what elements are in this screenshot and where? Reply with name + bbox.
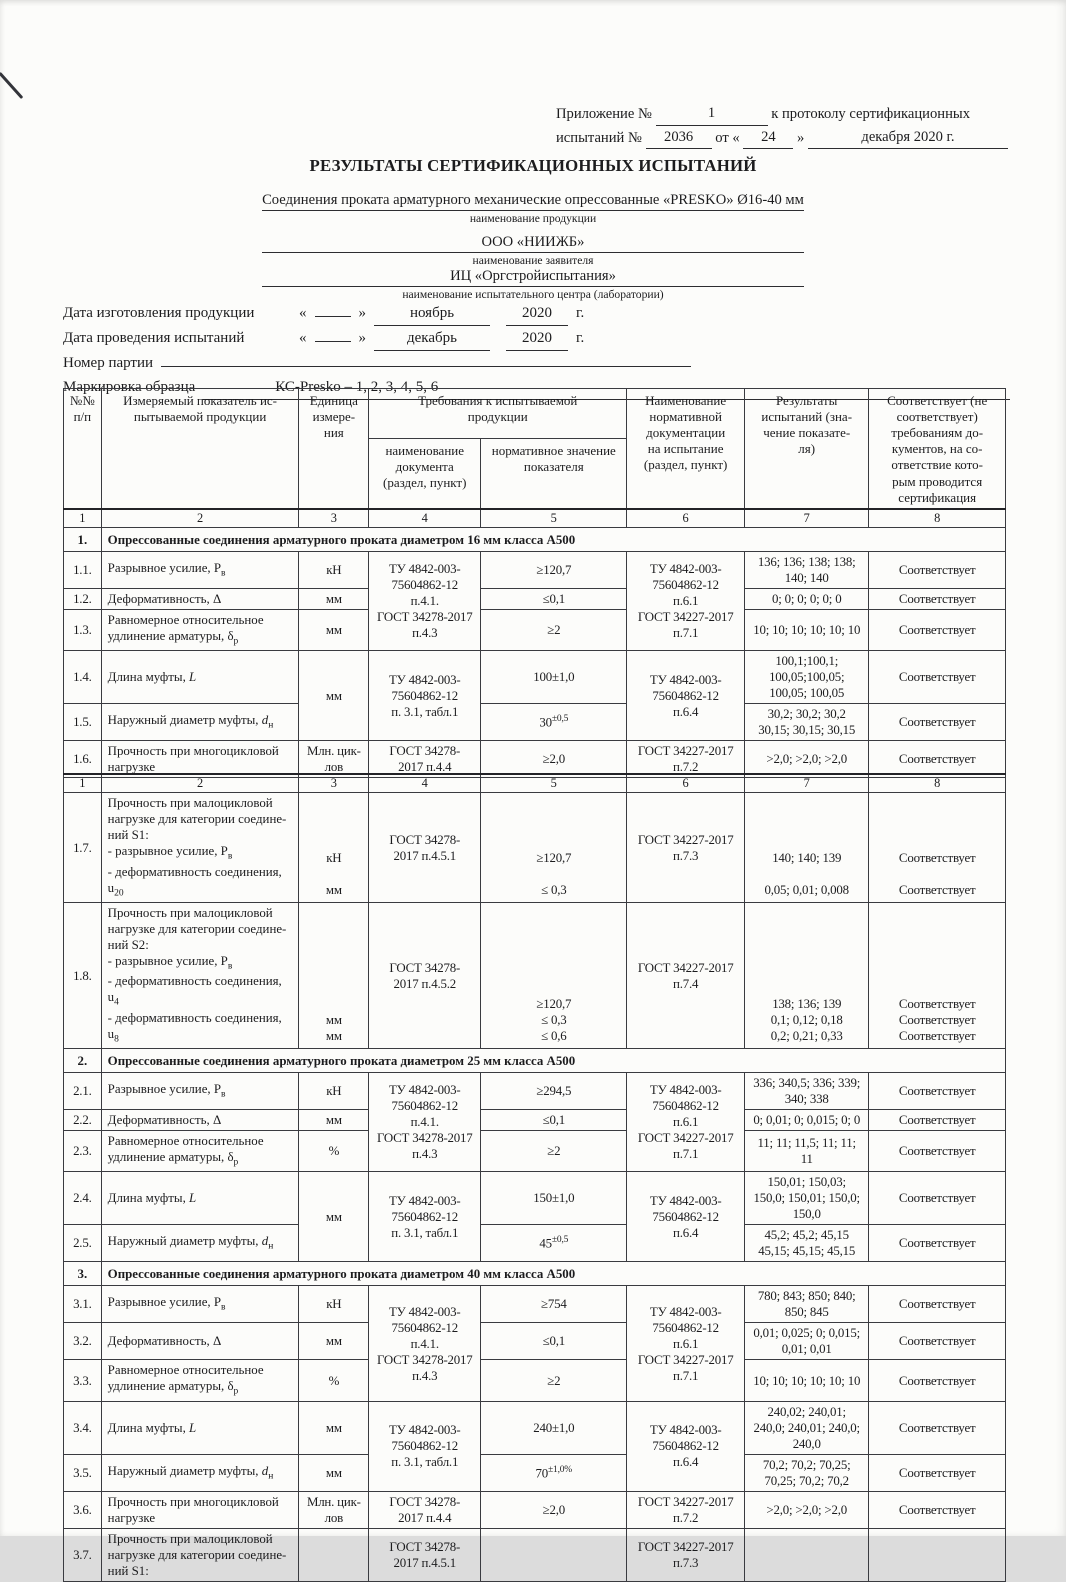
protocol-day: 24 [743,126,793,150]
table-cell: Равномерное относительное удлинение арматуры, $\delta_р$ [101,1131,299,1172]
table-cell: кН [299,1286,369,1323]
table-cell [869,1528,1006,1581]
table-cell: ТУ 4842-003- 75604862-12 п.4.1. ГОСТ 34278-2017 п.4.3 [369,552,481,651]
column-number-cell: 1 [64,509,102,528]
table-cell: мм мм [299,903,369,1049]
table-cell: 1.6. [64,741,102,778]
column-number-cell: 6 [627,774,745,793]
product-block [0,192,1066,225]
lab-name: ИЦ «Оргстройиспытания» [262,268,804,287]
quote-open: « [299,330,307,346]
table-cell: ≥2,0 [481,741,627,778]
section-row [64,1262,1006,1286]
table-cell: Равномерное относительное удлинение арматуры, $\delta_р$ [101,1360,299,1401]
quote-open: « [299,305,307,321]
results-table-page1 [63,388,1006,778]
table-cell: мм [299,1110,369,1131]
table-cell: ≥2 [481,1131,627,1172]
table-cell: 3.3. [64,1360,102,1401]
protocol-ot: от « [715,129,740,146]
table-row [64,1131,1006,1172]
table-cell: Соответствует Соответствует [869,793,1006,903]
table-cell: Соответствует [869,1454,1006,1491]
page-title: РЕЗУЛЬТАТЫ СЕРТИФИКАЦИОННЫХ ИСПЫТАНИЙ [309,156,757,175]
column-number-cell: 2 [101,774,299,793]
table-cell: Млн. цик- лов [299,1491,369,1528]
table-cell: Длина муфты, L [101,651,299,704]
table-cell: 1.1. [64,552,102,589]
table-row [64,1323,1006,1360]
table-header-cell: наименование документа (раздел, пункт) [369,438,481,509]
column-number-cell: 8 [869,509,1006,528]
results-table-page2 [63,773,1006,1582]
table-cell: 10; 10; 10; 10; 10; 10 [745,1360,869,1401]
column-number-cell: 1 [64,774,102,793]
table-cell: Разрывное усилие, $P_в$ [101,1286,299,1323]
table-cell: 240,02; 240,01; 240,0; 240,01; 240,0; 240,0 [745,1401,869,1454]
table-cell: 3.2. [64,1323,102,1360]
protocol-label: испытаний № [556,129,642,146]
table-cell: мм [299,1172,369,1262]
section-row [64,1049,1006,1073]
table-cell: 10; 10; 10; 10; 10; 10 [745,610,869,651]
table-cell: Соответствует [869,1360,1006,1401]
column-number-cell: 8 [869,774,1006,793]
table-cell: ТУ 4842-003- 75604862-12 п.6.1 ГОСТ 34227-2017 п.7.1 [627,1286,745,1401]
table-cell: 3.5. [64,1454,102,1491]
column-number-row [64,509,1006,528]
table-cell: Соответствует [869,589,1006,610]
manufacture-month: ноябрь [374,301,490,326]
test-date-label: Дата проведения испытаний [63,330,245,346]
table-row [64,1110,1006,1131]
table-cell: 0; 0,01; 0; 0,015; 0; 0 [745,1110,869,1131]
table-cell: Равномерное относительное удлинение арматуры, $\delta_р$ [101,610,299,651]
table-cell: Прочность при многоцикловой нагрузке [101,741,299,778]
table-cell: % [299,1360,369,1401]
table-cell: Соответствует [869,1491,1006,1528]
table-cell: 240±1,0 [481,1401,627,1454]
table-cell: 1.4. [64,651,102,704]
g-suffix: г. [576,330,585,346]
table-cell: ТУ 4842-003- 75604862-12 п.4.1. ГОСТ 34278-2017 п.4.3 [369,1073,481,1172]
table-cell: 70,2; 70,2; 70,25; 70,25; 70,2; 70,2 [745,1454,869,1491]
table-cell: Соответствует [869,741,1006,778]
table-cell: мм [299,1401,369,1454]
table-cell: $70^{\pm 1,0\%}$ [481,1454,627,1491]
table-cell: мм [299,1454,369,1491]
protocol-date: декабря 2020 г. [808,126,1008,150]
table-cell: Прочность при малоцикловой нагрузке для категории соедине- ний S1: [101,1528,299,1581]
quote-close: » [358,305,366,321]
table-cell: Соответствует Соответствует Соответствует [869,903,1006,1049]
table-cell: Наружный диаметр муфты, $d_н$ [101,1225,299,1262]
table-cell: ТУ 4842-003- 75604862-12 п.6.1 ГОСТ 34227-2017 п.7.1 [627,552,745,651]
applicant-caption: наименование заявителя [472,254,594,267]
table-cell: ТУ 4842-003- 75604862-12 п. 3.1, табл.1 [369,651,481,741]
info-fields [63,301,1010,400]
table-cell: Млн. цик- лов [299,741,369,778]
quote-close: » [358,330,366,346]
table-cell: ТУ 4842-003- 75604862-12 п. 3.1, табл.1 [369,1401,481,1491]
manufacture-day-line [315,316,351,317]
table-cell: 30,2; 30,2; 30,2 30,15; 30,15; 30,15 [745,704,869,741]
test-date-row [63,326,1010,351]
appendix-prefix: Приложение № [556,106,652,122]
table-cell: ≥2 [481,1360,627,1401]
table-cell: 3.4. [64,1401,102,1454]
batch-number-row [63,351,1010,375]
scan-pen-mark [0,72,23,99]
table-cell: Длина муфты, L [101,1172,299,1225]
table-cell: Соответствует [869,1110,1006,1131]
table-cell: Соответствует [869,1323,1006,1360]
table-row [64,1491,1006,1528]
table-cell: ТУ 4842-003- 75604862-12 п.6.4 [627,1172,745,1262]
test-year: 2020 [506,326,568,351]
table-row [64,793,1006,903]
column-number-cell: 6 [627,509,745,528]
column-number-row [64,774,1006,793]
table-cell: Прочность при малоцикловой нагрузке для категории соедине- ний S1: - разрывное усилие, $P_в$ - деформативность соединения, $u_{20}$ [101,793,299,903]
table-cell: Соответствует [869,1073,1006,1110]
table-cell: кН мм [299,793,369,903]
table-cell: 100±1,0 [481,651,627,704]
lab-caption: наименование испытательного центра (лаборатории) [402,288,664,301]
table-cell: мм [299,589,369,610]
batch-number-line [161,366,691,367]
table-header-cell: Единица измере- ния [299,389,369,509]
appendix-suffix: к протоколу сертификационных [771,106,971,122]
table-cell: Длина муфты, L [101,1401,299,1454]
test-day-line [315,341,351,342]
table-row [64,1172,1006,1225]
column-number-cell: 3 [299,509,369,528]
table-cell: 150±1,0 [481,1172,627,1225]
table-cell: ≥294,5 [481,1073,627,1110]
table-cell: ≥754 [481,1286,627,1323]
table-cell [481,1528,627,1581]
table-cell: Соответствует [869,1286,1006,1323]
table-row [64,1286,1006,1323]
section-cell: 2. [64,1049,102,1073]
table-cell: мм [299,610,369,651]
table-cell: 3.7. [64,1528,102,1581]
table-cell: Разрывное усилие, $P_в$ [101,552,299,589]
table-cell: 100,1;100,1; 100,05;100,05; 100,05; 100,05 [745,651,869,704]
table-row [64,1225,1006,1262]
table-cell: 150,01; 150,03; 150,0; 150,01; 150,0; 150,0 [745,1172,869,1225]
table-cell: ГОСТ 34278- 2017 п.4.4 [369,741,481,778]
table-cell: 0,01; 0,025; 0; 0,015; 0,01; 0,01 [745,1323,869,1360]
table-cell: 780; 843; 850; 840; 850; 845 [745,1286,869,1323]
table-cell [299,1528,369,1581]
table-cell: 1.5. [64,704,102,741]
table-row [64,1528,1006,1581]
table-cell: Наружный диаметр муфты, $d_н$ [101,1454,299,1491]
table-cell: Наружный диаметр муфты, $d_н$ [101,704,299,741]
sample-marking-value: КС-Presko – 1, 2, 3, 4, 5, 6 [203,375,1010,400]
table-cell: ГОСТ 34227-2017 п.7.3 [627,793,745,903]
table-cell: 2.3. [64,1131,102,1172]
table-row [64,1073,1006,1110]
section-row [64,528,1006,552]
table-cell: 140; 140; 139 0,05; 0,01; 0,008 [745,793,869,903]
section-cell: Опрессованные соединения арматурного проката диаметром 16 мм класса А500 [101,528,1005,552]
table-cell: 2.5. [64,1225,102,1262]
table-row [64,704,1006,741]
table-cell: Соответствует [869,552,1006,589]
table-cell: 1.7. [64,793,102,903]
table-cell: ≥120,7 ≤ 0,3 [481,793,627,903]
table-cell: ГОСТ 34278- 2017 п.4.5.1 [369,793,481,903]
table-cell: Прочность при многоцикловой нагрузке [101,1491,299,1528]
table-cell: ГОСТ 34227-2017 п.7.3 [627,1528,745,1581]
table-cell: ГОСТ 34227-2017 п.7.4 [627,903,745,1049]
table-cell: ТУ 4842-003- 75604862-12 п.6.1 ГОСТ 34227-2017 п.7.1 [627,1073,745,1172]
table-cell: 1.3. [64,610,102,651]
table-header-cell: №№ п/п [64,389,102,509]
table-cell: ГОСТ 34278- 2017 п.4.5.2 [369,903,481,1049]
table-cell: >2,0; >2,0; >2,0 [745,741,869,778]
table-cell: 3.1. [64,1286,102,1323]
product-name: Соединения проката арматурного механические опрессованные «PRESKO» Ø16-40 мм [262,192,804,211]
table-cell: Прочность при малоцикловой нагрузке для категории соедине- ний S2: - разрывное усилие, $P_в$ - деформативность соединения, $u_4$ - деформативность соединения, $u_8$ [101,903,299,1049]
test-month: декабрь [374,326,490,351]
appendix-number-line: 1 [656,102,768,126]
table-cell: $30^{\pm 0,5}$ [481,704,627,741]
column-number-cell: 5 [481,509,627,528]
section-cell: 3. [64,1262,102,1286]
column-number-cell: 3 [299,774,369,793]
table-cell: ГОСТ 34278- 2017 п.4.4 [369,1491,481,1528]
applicant-block [0,234,1066,267]
g-suffix: г. [576,305,585,321]
table-header-row [64,389,1006,439]
table-header-cell: Наименование нормативной документации на испытание (раздел, пункт) [627,389,745,509]
table-cell: 2.1. [64,1073,102,1110]
column-number-cell: 7 [745,774,869,793]
table-cell: ≥120,7 [481,552,627,589]
table-header-cell: Соответствует (не соответствует) требованиям до- кументов, на со- ответствие кото- рым проводится сертификация [869,389,1006,509]
table-cell: Деформативность, Δ [101,589,299,610]
table-cell: ≥120,7 ≤ 0,3 ≤ 0,6 [481,903,627,1049]
applicant-name: ООО «НИИЖБ» [262,234,804,253]
table-cell: 3.6. [64,1491,102,1528]
column-number-cell: 7 [745,509,869,528]
table-cell: Разрывное усилие, $P_в$ [101,1073,299,1110]
table-cell: мм [299,1323,369,1360]
table-cell: $45^{\pm 0,5}$ [481,1225,627,1262]
table-cell: ГОСТ 34227-2017 п.7.2 [627,741,745,778]
table-cell: ГОСТ 34227-2017 п.7.2 [627,1491,745,1528]
table-cell: ≥2 [481,610,627,651]
sample-marking-label: Маркировка образца [63,379,196,395]
manufacture-year: 2020 [506,301,568,326]
table-cell: ≤0,1 [481,1323,627,1360]
table-row [64,903,1006,1049]
appendix-line-2 [556,126,1006,150]
table-cell: % [299,1131,369,1172]
table-cell: ≤0,1 [481,1110,627,1131]
column-number-cell: 5 [481,774,627,793]
table-cell: ≤0,1 [481,589,627,610]
product-caption: наименование продукции [469,212,597,225]
table-cell: Деформативность, Δ [101,1323,299,1360]
table-row [64,1360,1006,1401]
batch-number-label: Номер партии [63,355,154,371]
manufacture-date-row [63,301,1010,326]
table-cell: ≥2,0 [481,1491,627,1528]
table-header-cell: Требования к испытываемой продукции [369,389,627,439]
table-cell: ГОСТ 34278- 2017 п.4.5.1 [369,1528,481,1581]
table-cell: Соответствует [869,610,1006,651]
table-cell: Соответствует [869,1131,1006,1172]
table-cell: Соответствует [869,651,1006,704]
table-header-cell: Измеряемый показатель ис- пытываемой продукции [101,389,299,509]
table-cell: кН [299,1073,369,1110]
table-cell: 0; 0; 0; 0; 0; 0 [745,589,869,610]
section-cell: 1. [64,528,102,552]
column-number-cell: 2 [101,509,299,528]
table-cell: ТУ 4842-003- 75604862-12 п.6.4 [627,651,745,741]
table-cell: 336; 340,5; 336; 339; 340; 338 [745,1073,869,1110]
section-cell: Опрессованные соединения арматурного проката диаметром 40 мм класса А500 [101,1262,1005,1286]
table-row [64,1401,1006,1454]
table-row [64,1454,1006,1491]
table-cell: 2.4. [64,1172,102,1225]
appendix-line-1 [556,102,1006,126]
table-row [64,552,1006,589]
appendix-note [556,102,1006,149]
table-cell: ТУ 4842-003- 75604862-12 п.4.1. ГОСТ 34278-2017 п.4.3 [369,1286,481,1401]
table-cell: кН [299,552,369,589]
table-cell: Деформативность, Δ [101,1110,299,1131]
protocol-number: 2036 [646,126,712,150]
table-cell: Соответствует [869,704,1006,741]
table-cell: >2,0; >2,0; >2,0 [745,1491,869,1528]
table-cell: Соответствует [869,1225,1006,1262]
table-cell: 1.8. [64,903,102,1049]
table-cell: 1.2. [64,589,102,610]
section-cell: Опрессованные соединения арматурного проката диаметром 25 мм класса А500 [101,1049,1005,1073]
table-cell: 45,2; 45,2; 45,15 45,15; 45,15; 45,15 [745,1225,869,1262]
table-row [64,589,1006,610]
table-header-cell: нормативное значение показателя [481,438,627,509]
table-row [64,610,1006,651]
table-cell: 11; 11; 11,5; 11; 11; 11 [745,1131,869,1172]
table-cell: 136; 136; 138; 138; 140; 140 [745,552,869,589]
table-header-cell: Результаты испытаний (зна- чение показате- ля) [745,389,869,509]
table-cell: ТУ 4842-003- 75604862-12 п. 3.1, табл.1 [369,1172,481,1262]
manufacture-date-label: Дата изготовления продукции [63,305,255,321]
table-row [64,651,1006,704]
column-number-cell: 4 [369,774,481,793]
table-cell: мм [299,651,369,741]
column-number-cell: 4 [369,509,481,528]
table-cell: ТУ 4842-003- 75604862-12 п.6.4 [627,1401,745,1491]
table-cell: Соответствует [869,1172,1006,1225]
table-cell: 138; 136; 139 0,1; 0,12; 0,18 0,2; 0,21; 0,33 [745,903,869,1049]
table-cell: Соответствует [869,1401,1006,1454]
lab-block [0,268,1066,301]
table-cell [745,1528,869,1581]
table-cell: 2.2. [64,1110,102,1131]
protocol-quote-close: » [797,129,805,146]
